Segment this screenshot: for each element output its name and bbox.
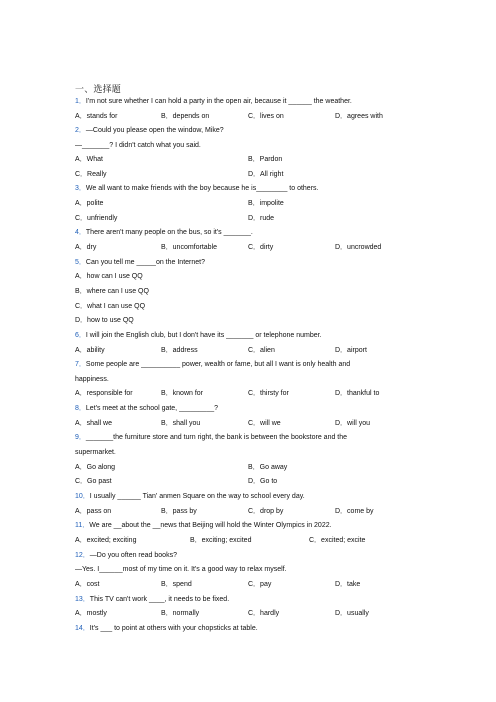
question-9-options-row2: [75, 477, 436, 487]
question-number: 13．: [75, 596, 90, 603]
option-a[interactable]: A．pass on: [75, 508, 112, 515]
question-11-options: [75, 536, 436, 546]
option-c[interactable]: C．Really: [75, 171, 107, 178]
option-c[interactable]: C．alien: [248, 347, 275, 354]
option-b[interactable]: B．shall you: [161, 420, 201, 427]
question-8-stem: 8．Let's meet at the school gate, _________?: [75, 405, 219, 412]
question-14-stem: 14．It's ___ to point at others with your chopsticks at table.: [75, 625, 258, 632]
question-8-options: [75, 419, 436, 429]
option-b[interactable]: B．uncomfortable: [161, 244, 218, 251]
option-b[interactable]: B．where can I use QQ: [75, 288, 149, 295]
question-number: 2．: [75, 127, 86, 134]
question-number: 10．: [75, 493, 90, 500]
question-1-options: [75, 112, 436, 122]
question-10-stem: 10．I usually ______ Tian' anmen Square on the way to school every day.: [75, 493, 305, 500]
option-d[interactable]: D．take: [335, 581, 361, 588]
option-d[interactable]: D．thankful to: [335, 390, 380, 397]
option-d[interactable]: D．how to use QQ: [75, 317, 134, 324]
option-b[interactable]: B．known for: [161, 390, 204, 397]
option-a[interactable]: A．how can I use QQ: [75, 273, 143, 280]
option-a[interactable]: A．polite: [75, 200, 104, 207]
option-c[interactable]: C．will we: [248, 420, 281, 427]
question-6-options: [75, 346, 436, 356]
option-d[interactable]: D．will you: [335, 420, 371, 427]
option-a[interactable]: A．dry: [75, 244, 97, 251]
question-12-options: [75, 580, 436, 590]
question-7-options: [75, 389, 436, 399]
option-b[interactable]: B．pass by: [161, 508, 197, 515]
option-b[interactable]: B．impolite: [248, 200, 284, 207]
question-number: 7．: [75, 361, 86, 368]
question-3-options-row1: [75, 199, 436, 209]
question-number: 12．: [75, 552, 90, 559]
option-d[interactable]: D．come by: [335, 508, 374, 515]
option-a[interactable]: A．responsible for: [75, 390, 133, 397]
option-a[interactable]: A．excited; exciting: [75, 537, 137, 544]
option-a[interactable]: A．cost: [75, 581, 100, 588]
question-3-options-row2: [75, 214, 436, 224]
question-13-options: [75, 609, 436, 619]
question-11-stem: 11．We are __about the __news that Beijing will hold the Winter Olympics in 2022.: [75, 522, 332, 529]
question-number: 5．: [75, 259, 86, 266]
option-b[interactable]: B．Pardon: [248, 156, 283, 163]
option-c[interactable]: C．thirsty for: [248, 390, 289, 397]
question-number: 9．: [75, 434, 86, 441]
question-9-options-row1: [75, 463, 436, 473]
option-c[interactable]: C．Go past: [75, 478, 112, 485]
option-d[interactable]: D．usually: [335, 610, 369, 617]
option-a[interactable]: A．What: [75, 156, 104, 163]
question-2-options-row2: [75, 170, 436, 180]
option-c[interactable]: C．pay: [248, 581, 272, 588]
option-b[interactable]: B．normally: [161, 610, 200, 617]
option-c[interactable]: C．unfriendly: [75, 215, 118, 222]
question-2-stem: 2．—Could you please open the window, Mike?: [75, 127, 224, 134]
question-12-stem-line2: —Yes. I______most of my time on it. It's a good way to relax myself.: [75, 566, 287, 573]
option-b[interactable]: B．depends on: [161, 113, 210, 120]
option-c[interactable]: C．lives on: [248, 113, 284, 120]
option-c[interactable]: C．excited; excite: [309, 537, 366, 544]
question-6-stem: 6．I will join the English club, but I don't have its _______ or telephone number.: [75, 332, 322, 339]
option-d[interactable]: D．airport: [335, 347, 367, 354]
option-b[interactable]: B．spend: [161, 581, 192, 588]
question-7-stem: 7．Some people are __________ power, wealth or fame, but all I want is only health and: [75, 361, 351, 368]
question-4-options: [75, 243, 436, 253]
question-1-stem: 1．I'm not sure whether I can hold a party in the open air, because it ______ the weather.: [75, 98, 352, 105]
question-9-stem-line2: supermarket.: [75, 449, 116, 456]
question-13-stem: 13．This TV can't work ____, it needs to be fixed.: [75, 596, 230, 603]
question-7-stem-line2: happiness.: [75, 376, 109, 383]
option-a[interactable]: A．shall we: [75, 420, 112, 427]
question-number: 6．: [75, 332, 86, 339]
question-number: 8．: [75, 405, 86, 412]
question-number: 1．: [75, 98, 86, 105]
option-b[interactable]: B．address: [161, 347, 198, 354]
option-c[interactable]: C．what I can use QQ: [75, 303, 146, 310]
option-b[interactable]: B．Go away: [248, 464, 288, 471]
question-12-stem: 12．—Do you often read books?: [75, 552, 177, 559]
question-number: 4．: [75, 229, 86, 236]
question-9-stem: 9．_______the furniture store and turn right, the bank is between the bookstore and the: [75, 434, 348, 441]
question-2-stem-line2: —_______? I didn't catch what you said.: [75, 142, 201, 149]
question-10-options: [75, 507, 436, 517]
option-c[interactable]: C．drop by: [248, 508, 284, 515]
question-4-stem: 4．There aren't many people on the bus, so it's _______.: [75, 229, 253, 236]
section-title: 一、选择题: [75, 84, 122, 94]
option-b[interactable]: B．exciting; excited: [190, 537, 252, 544]
option-d[interactable]: D．Go to: [248, 478, 278, 485]
option-a[interactable]: A．Go along: [75, 464, 116, 471]
question-number: 14．: [75, 625, 90, 632]
option-d[interactable]: D．agrees with: [335, 113, 383, 120]
option-a[interactable]: A．stands for: [75, 113, 118, 120]
option-a[interactable]: A．ability: [75, 347, 105, 354]
option-d[interactable]: D．rude: [248, 215, 275, 222]
question-3-stem: 3．We all want to make friends with the boy because he is________ to others.: [75, 185, 319, 192]
option-c[interactable]: C．dirty: [248, 244, 274, 251]
question-5-stem: 5．Can you tell me _____on the Internet?: [75, 259, 205, 266]
option-d[interactable]: D．All right: [248, 171, 284, 178]
option-c[interactable]: C．hardly: [248, 610, 280, 617]
option-d[interactable]: D．uncrowded: [335, 244, 382, 251]
question-number: 11．: [75, 522, 90, 529]
question-number: 3．: [75, 185, 86, 192]
question-2-options-row1: [75, 155, 436, 165]
option-a[interactable]: A．mostly: [75, 610, 107, 617]
